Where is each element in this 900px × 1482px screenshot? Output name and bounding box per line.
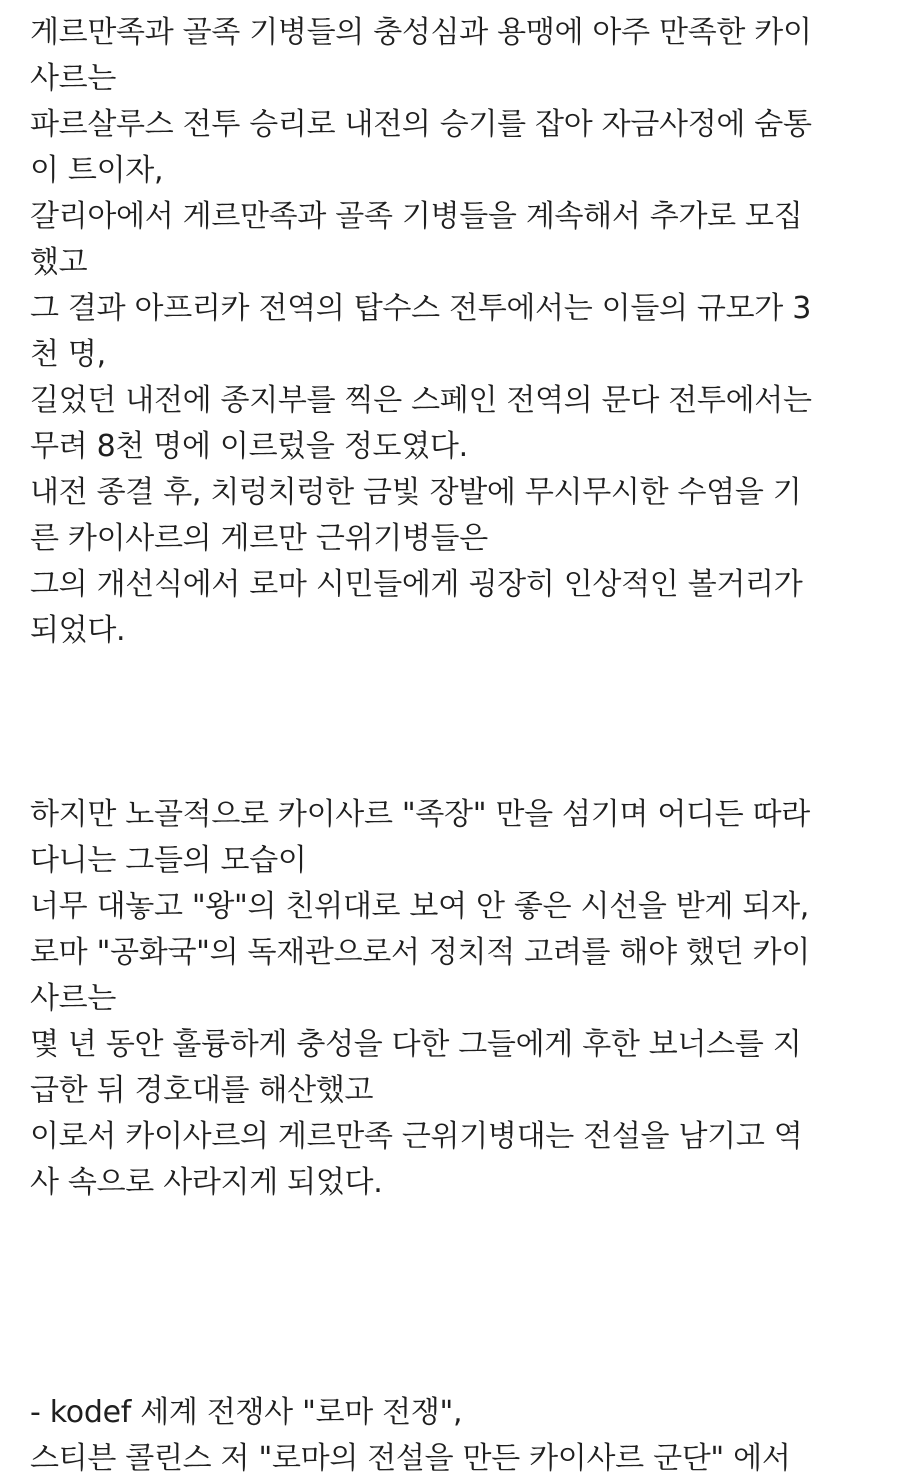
text-line: 른 카이사르의 게르만 근위기병들은	[30, 521, 488, 556]
text-line: 몇 년 동안 훌륭하게 충성을 다한 그들에게 후한 보너스를 지	[30, 1027, 802, 1062]
text-line: 스티븐 콜린스 저 "로마의 전설을 만든 카이사르 군단" 에서	[30, 1441, 791, 1476]
text-line: 갈리아에서 게르만족과 골족 기병들을 계속해서 추가로 모집	[30, 199, 803, 234]
article-body	[30, 10, 880, 1482]
text-line: 로마 "공화국"의 독재관으로서 정치적 고려를 해야 했던 카이	[30, 935, 810, 970]
text-line: 파르살루스 전투 승리로 내전의 승기를 잡아 자금사정에 숨통	[30, 107, 812, 142]
text-line: 내전 종결 후, 치렁치렁한 금빛 장발에 무시무시한 수염을 기	[30, 475, 802, 510]
text-line: 급한 뒤 경호대를 해산했고	[30, 1073, 374, 1108]
paragraph-spacer	[30, 654, 880, 792]
text-line: 무려 8천 명에 이르렀을 정도였다.	[30, 429, 468, 464]
text-line: 그 결과 아프리카 전역의 탑수스 전투에서는 이들의 규모가 3	[30, 291, 811, 326]
paragraph-guard-disbanded	[30, 792, 880, 1206]
text-line: 그의 개선식에서 로마 시민들에게 굉장히 인상적인 볼거리가	[30, 567, 803, 602]
text-line: 이로서 카이사르의 게르만족 근위기병대는 전설을 남기고 역	[30, 1119, 803, 1154]
text-line: 되었다.	[30, 613, 126, 648]
text-line: 하지만 노골적으로 카이사르 "족장" 만을 섬기며 어디든 따라	[30, 797, 810, 832]
text-line: 했고	[30, 245, 88, 280]
text-line: 이 트이자,	[30, 153, 164, 188]
paragraph-caesar-cavalry-growth	[30, 10, 880, 654]
text-line: 게르만족과 골족 기병들의 충성심과 용맹에 아주 만족한 카이	[30, 15, 812, 50]
source-citation	[30, 1390, 880, 1482]
text-line: 사 속으로 사라지게 되었다.	[30, 1165, 383, 1200]
text-line: 다니는 그들의 모습이	[30, 843, 307, 878]
text-line: - kodef 세계 전쟁사 "로마 전쟁",	[30, 1395, 463, 1430]
text-line: 사르는	[30, 61, 117, 96]
text-line: 사르는	[30, 981, 117, 1016]
text-line: 천 명,	[30, 337, 106, 372]
paragraph-spacer	[30, 1206, 880, 1390]
text-line: 너무 대놓고 "왕"의 친위대로 보여 안 좋은 시선을 받게 되자,	[30, 889, 809, 924]
text-line: 길었던 내전에 종지부를 찍은 스페인 전역의 문다 전투에서는	[30, 383, 812, 418]
